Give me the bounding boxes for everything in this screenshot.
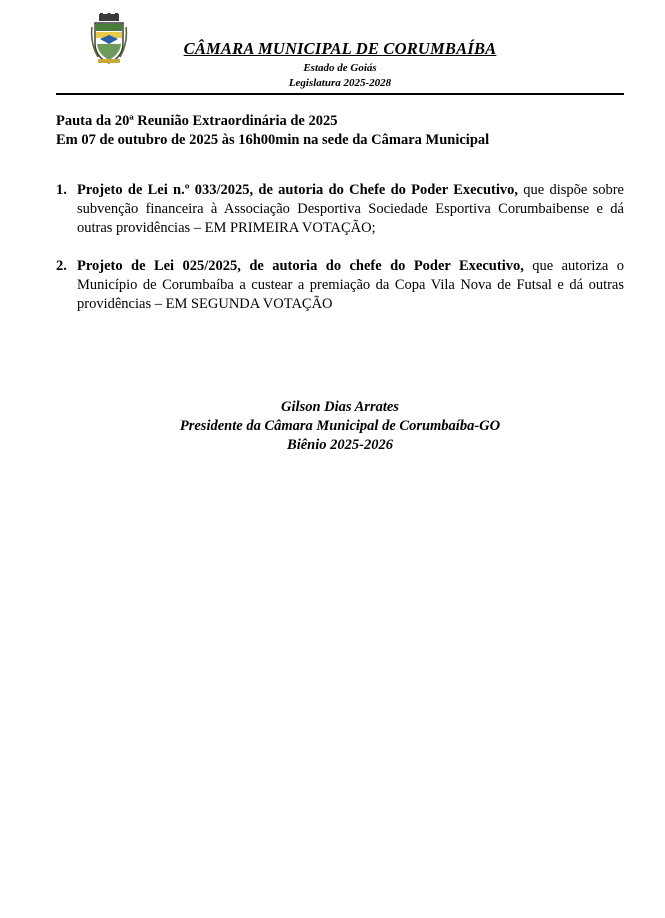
agenda-title: Pauta da 20ª Reunião Extraordinária de 2025 xyxy=(56,113,338,129)
item-number: 2. xyxy=(56,258,67,274)
signatory-role: Presidente da Câmara Municipal de Corumbaíba-GO xyxy=(179,418,501,434)
item-title: Projeto de Lei 025/2025, de autoria do chefe do Poder Executivo, xyxy=(77,258,524,274)
agenda-header xyxy=(56,112,626,150)
agenda-item xyxy=(56,257,624,314)
agenda-subtitle: Em 07 de outubro de 2025 às 16h00min na sede da Câmara Municipal xyxy=(56,132,490,148)
item-text xyxy=(77,181,624,238)
legislature-period: Legislatura 2025-2028 xyxy=(288,77,392,89)
item-description: que dispõe sobre subvenção financeira à Associação Desportiva Sociedade Esportiva Corumbaibense e dá outras providências – EM PRIMEIRA VOTAÇÃO; xyxy=(77,182,624,236)
signatory-term: Biênio 2025-2026 xyxy=(287,437,393,453)
state-name: Estado de Goiás xyxy=(303,62,377,74)
municipal-crest-icon xyxy=(90,13,128,65)
item-description: que autoriza o Município de Corumbaíba a custear a premiação da Copa Vila Nova de Futsal e dá outras providências – EM SEGUNDA VOTAÇÃO xyxy=(77,258,624,312)
signature-block xyxy=(140,398,540,455)
item-number: 1. xyxy=(56,182,67,198)
agenda-items xyxy=(56,181,624,333)
item-text xyxy=(77,257,624,314)
header-divider xyxy=(56,93,624,95)
agenda-item xyxy=(56,181,624,238)
item-title: Projeto de Lei n.º 033/2025, de autoria do Chefe do Poder Executivo, xyxy=(77,182,519,198)
signatory-name: Gilson Dias Arrates xyxy=(281,399,399,415)
chamber-name: CÂMARA MUNICIPAL DE CORUMBAÍBA xyxy=(183,39,497,58)
